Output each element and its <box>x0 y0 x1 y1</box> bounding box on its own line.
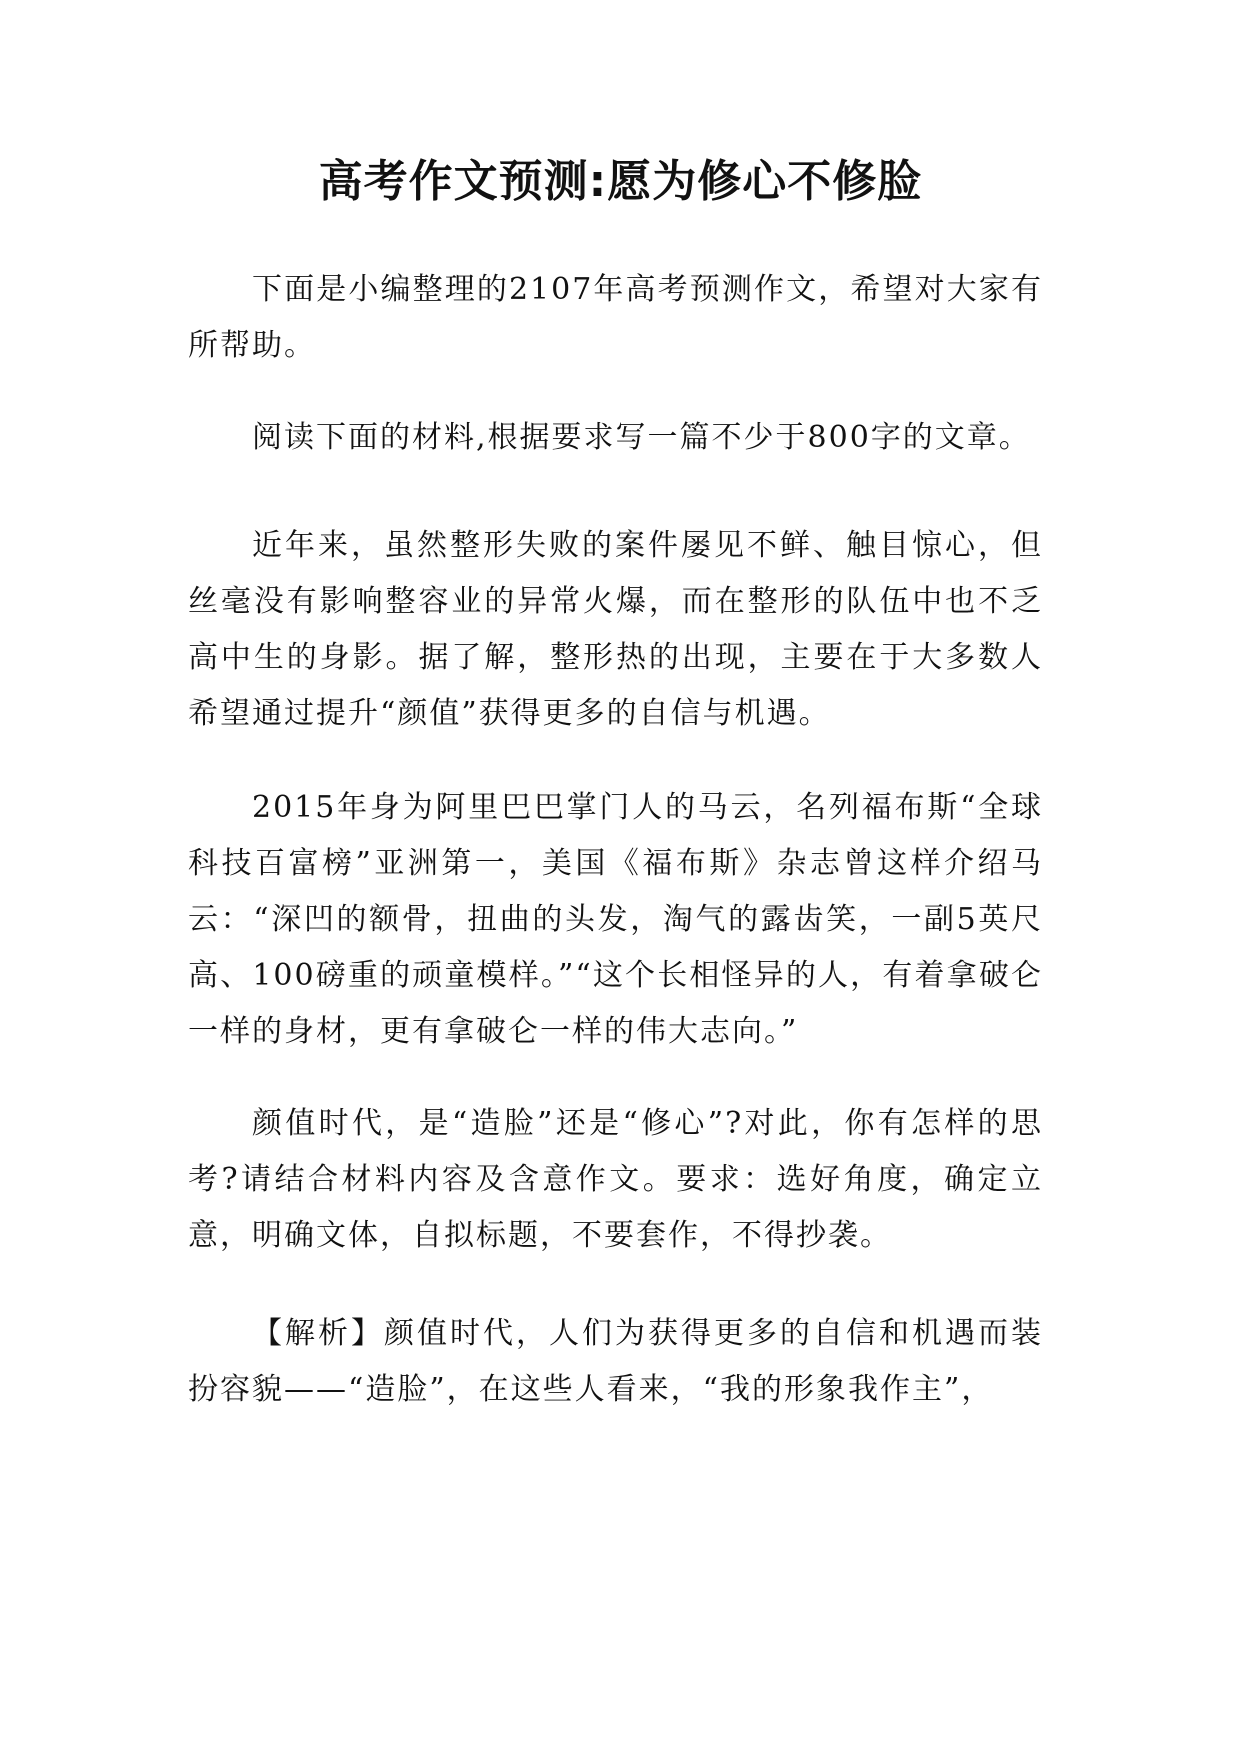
paragraph-analysis: 【解析】颜值时代，人们为获得更多的自信和机遇而装扮容貌——“造脸”，在这些人看来，“我的形象我作主”， <box>188 1316 1043 1407</box>
paragraph-instruction: 阅读下面的材料,根据要求写一篇不少于800字的文章。 <box>252 420 1031 455</box>
paragraph-intro: 下面是小编整理的2107年高考预测作文，希望对大家有所帮助。 <box>188 272 1043 363</box>
paragraph-material-plastic-surgery: 近年来，虽然整形失败的案件屡见不鲜、触目惊心，但丝毫没有影响整容业的异常火爆，而在整形的队伍中也不乏高中生的身影。据了解，整形热的出现，主要在于大多数人希望通过提升“颜值”获得更多的自信与机遇。 <box>188 528 1043 731</box>
document-title: 高考作文预测:愿为修心不修脸 <box>318 156 923 207</box>
paragraph-material-jack-ma: 2015年身为阿里巴巴掌门人的马云，名列福布斯“全球科技百富榜”亚洲第一，美国《福布斯》杂志曾这样介绍马云：“深凹的额骨，扭曲的头发，淘气的露齿笑，一副5英尺高、100磅重的顽童模样。”“这个长相怪异的人，有着拿破仑一样的身材，更有拿破仑一样的伟大志向。” <box>188 790 1043 1049</box>
paragraph-requirements: 颜值时代，是“造脸”还是“修心”?对此，你有怎样的思考?请结合材料内容及含意作文。要求：选好角度，确定立意，明确文体，自拟标题，不要套作，不得抄袭。 <box>188 1106 1043 1253</box>
